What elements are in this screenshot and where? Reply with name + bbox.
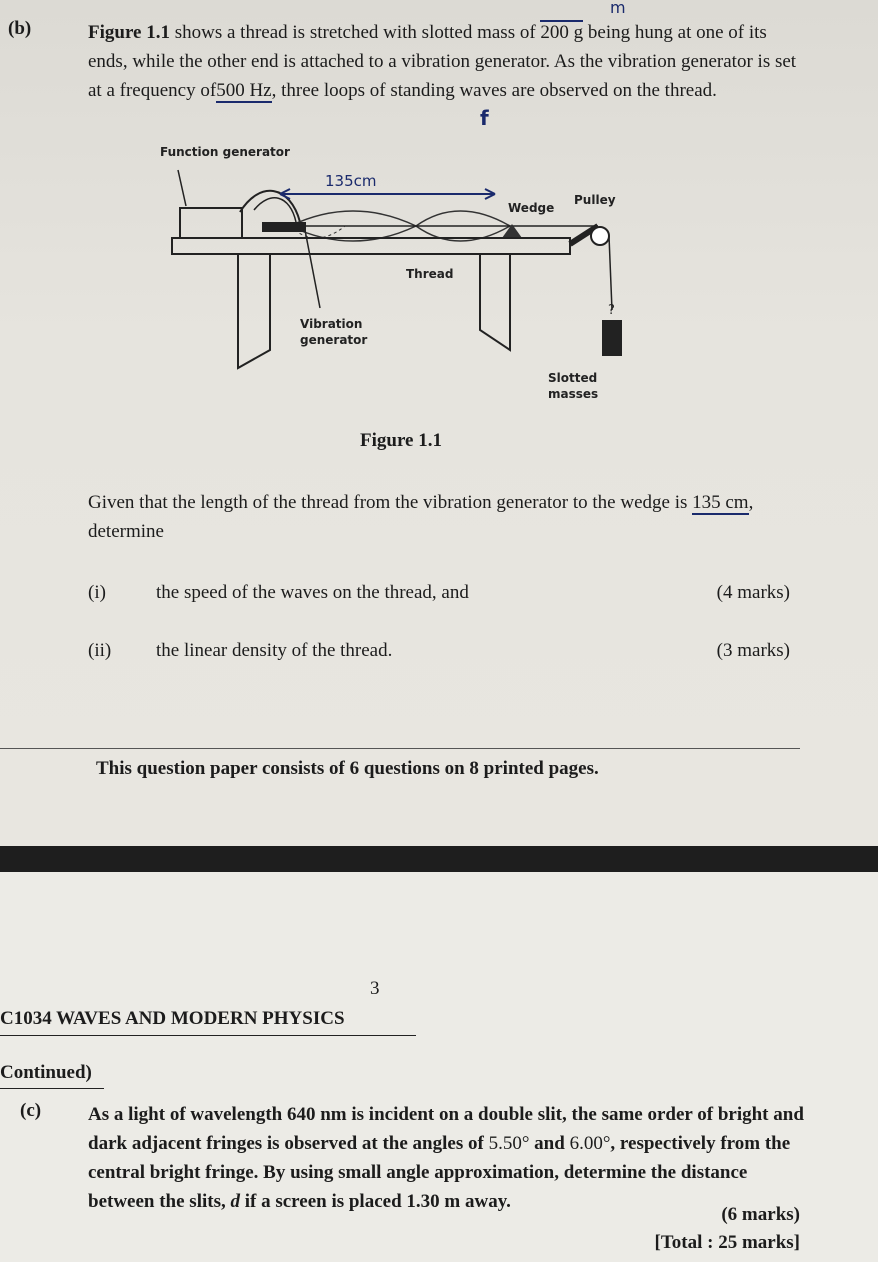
subquestion-i-marks: (4 marks) <box>716 582 790 603</box>
right-leg <box>480 254 510 350</box>
thread-label: Thread <box>406 267 454 281</box>
figure-caption: Figure 1.1 <box>360 430 442 451</box>
page-number: 3 <box>370 978 380 999</box>
part-c-and: and <box>534 1133 565 1154</box>
page-count-note: This question paper consists of 6 questions on 8 printed pages. <box>96 758 599 779</box>
subquestion-i-text: the speed of the waves on the thread, and <box>156 582 469 603</box>
frequency-annotation: f <box>480 106 489 130</box>
part-c-text-3: if a screen is placed 1.30 m away. <box>244 1191 511 1212</box>
vibration-label-2: generator <box>300 333 368 347</box>
vibration-label-1: Vibration <box>300 317 363 331</box>
slotted-mass-block <box>602 320 622 356</box>
frequency-value: 500 Hz <box>216 80 272 101</box>
part-c-text-1: As a light of wavelength 640 nm is incident on a double slit, the same order of bright and dark adjacent fringes is observed at the angles of <box>88 1104 804 1154</box>
part-b-text-2: being hung at one of its ends, while the other end is attached to a vibration generator. As the vibration generator is set at a frequency of <box>88 22 797 101</box>
vibrator-clamp <box>262 222 306 232</box>
given-text-2: , determine <box>88 492 754 542</box>
apparatus-diagram <box>150 140 650 420</box>
figure-reference: Figure 1.1 <box>88 22 170 43</box>
part-c-marks: (6 marks) <box>721 1204 800 1225</box>
part-c-text-2: , respectively from the central bright fringe. By using small angle approximation, determine the distance between the slits, <box>88 1133 791 1212</box>
slotted-label-2: masses <box>548 387 599 401</box>
total-marks: [Total : 25 marks] <box>654 1232 800 1253</box>
course-title-underline <box>0 1035 416 1036</box>
slotted-label-1: Slotted <box>548 371 598 385</box>
pulley-wheel <box>591 227 609 245</box>
vibration-leader-line <box>305 230 320 308</box>
footer-divider <box>0 748 800 749</box>
length-value: 135 cm <box>692 492 749 513</box>
hanging-thread <box>609 236 612 310</box>
part-b-label: (b) <box>8 18 32 39</box>
generator-cable <box>240 191 300 222</box>
part-c-label: (c) <box>20 1100 42 1121</box>
course-title: C1034 WAVES AND MODERN PHYSICS <box>0 1008 345 1029</box>
continued-label: Continued) <box>0 1062 92 1083</box>
subquestion-ii-number: (ii) <box>88 640 112 661</box>
subquestion-ii-text: the linear density of the thread. <box>156 640 393 661</box>
wedge-label: Wedge <box>508 201 555 215</box>
part-c-paragraph <box>88 1100 804 1216</box>
part-b-paragraph <box>88 18 808 105</box>
continued-underline <box>0 1088 104 1089</box>
mass-value: 200 g <box>540 22 584 43</box>
length-annotation: 135cm <box>325 172 377 190</box>
part-b-text-3: , three loops of standing waves are observed on the thread. <box>271 80 717 101</box>
generator-leader-line <box>178 170 186 206</box>
mass-annotation: m <box>610 0 626 17</box>
part-b-text-1: shows a thread is stretched with slotted mass of <box>174 22 536 43</box>
subquestion-i-number: (i) <box>88 582 106 603</box>
function-generator-label: Function generator <box>160 145 290 159</box>
given-text-1: Given that the length of the thread from the vibration generator to the wedge is <box>88 492 688 513</box>
left-leg <box>238 254 270 368</box>
given-paragraph <box>88 488 808 546</box>
function-generator-box <box>180 208 242 238</box>
subquestion-ii-marks: (3 marks) <box>716 640 790 661</box>
angle-1: 5.50° <box>488 1133 530 1154</box>
figure-1-1 <box>150 140 650 420</box>
unknown-mark: ? <box>608 303 615 318</box>
pulley-label: Pulley <box>574 193 616 207</box>
angle-2: 6.00° <box>569 1133 611 1154</box>
slit-variable: d <box>230 1191 240 1212</box>
page-separator <box>0 846 878 872</box>
